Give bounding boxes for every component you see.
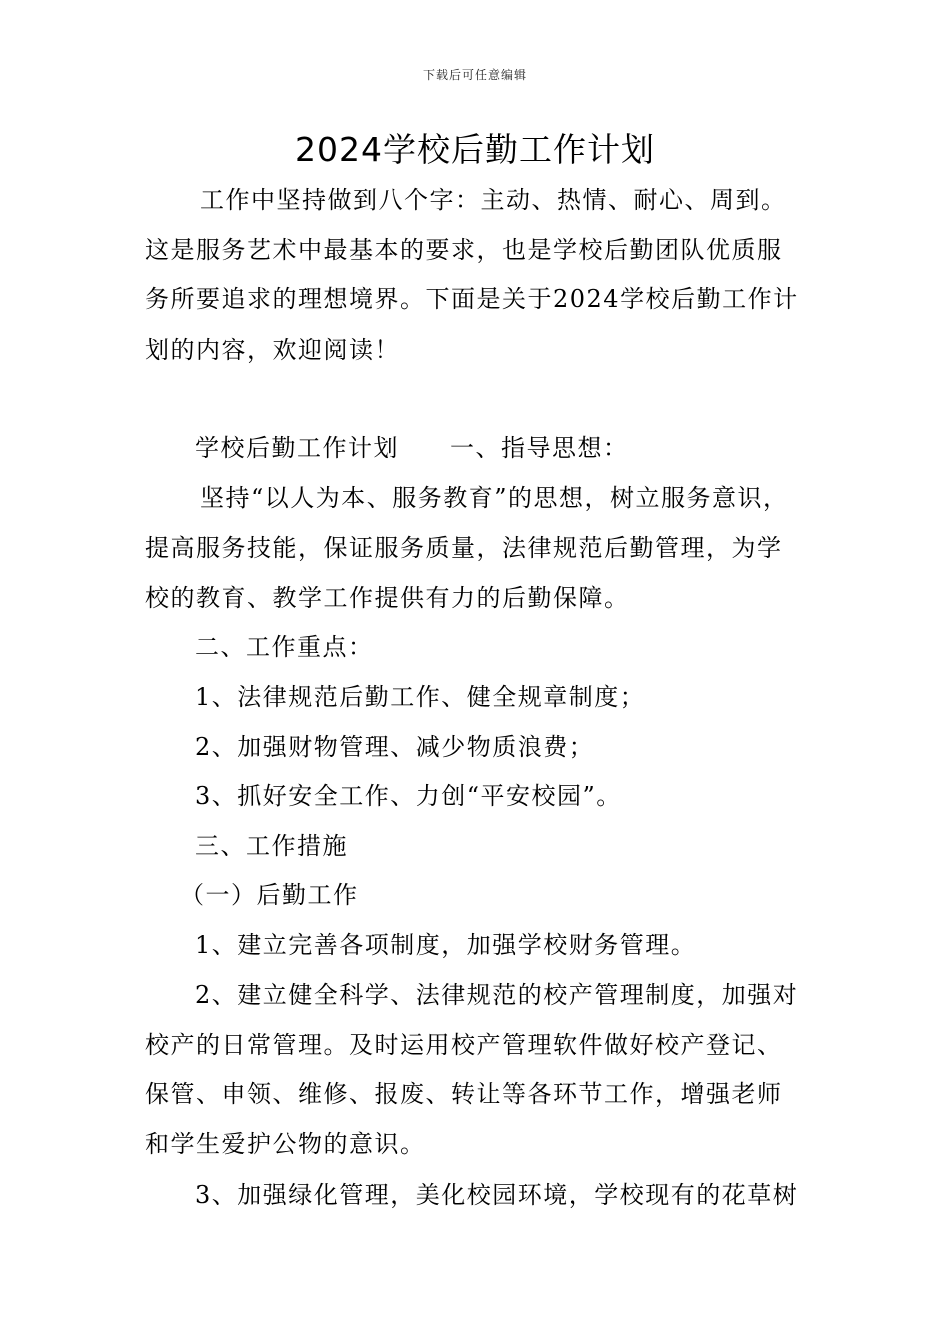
document-title: 2024学校后勤工作计划 xyxy=(295,130,655,169)
paragraph-line: 坚持“以人为本、服务教育”的思想，树立服务意识， xyxy=(200,484,789,512)
section-heading: 三、工作措施 xyxy=(195,832,348,860)
list-item: 1、法律规范后勤工作、健全规章制度； xyxy=(195,683,646,711)
paragraph-line: 和学生爱护公物的意识。 xyxy=(145,1130,426,1158)
paragraph-line: 校产的日常管理。及时运用校产管理软件做好校产登记、 xyxy=(145,1031,783,1059)
list-item: 3、加强绿化管理，美化校园环境，学校现有的花草树 xyxy=(195,1181,799,1209)
list-item: 2、加强财物管理、减少物质浪费； xyxy=(195,733,595,761)
list-item: 2、建立健全科学、法律规范的校产管理制度，加强对 xyxy=(195,981,799,1009)
header-note: 下载后可任意编辑 xyxy=(422,68,527,82)
paragraph-line: 校的教育、教学工作提供有力的后勤保障。 xyxy=(145,584,630,612)
paragraph-line: 这是服务艺术中最基本的要求，也是学校后勤团队优质服 xyxy=(145,236,783,264)
section-heading: 学校后勤工作计划 一、指导思想： xyxy=(195,434,629,462)
list-item: 1、建立完善各项制度，加强学校财务管理。 xyxy=(195,931,697,959)
paragraph-line: 提高服务技能，保证服务质量，法律规范后勤管理，为学 xyxy=(145,534,783,562)
list-item: 3、抓好安全工作、力创“平安校园”。 xyxy=(195,782,622,810)
paragraph-line: 保管、申领、维修、报废、转让等各环节工作，增强老师 xyxy=(145,1080,783,1108)
paragraph-line: 务所要追求的理想境界。下面是关于2024学校后勤工作计 xyxy=(145,285,799,313)
subsection-heading: （一）后勤工作 xyxy=(180,881,359,909)
paragraph-line: 划的内容，欢迎阅读！ xyxy=(145,336,400,364)
section-heading: 二、工作重点： xyxy=(195,633,374,661)
paragraph-line: 工作中坚持做到八个字：主动、热情、耐心、周到。 xyxy=(200,186,787,214)
